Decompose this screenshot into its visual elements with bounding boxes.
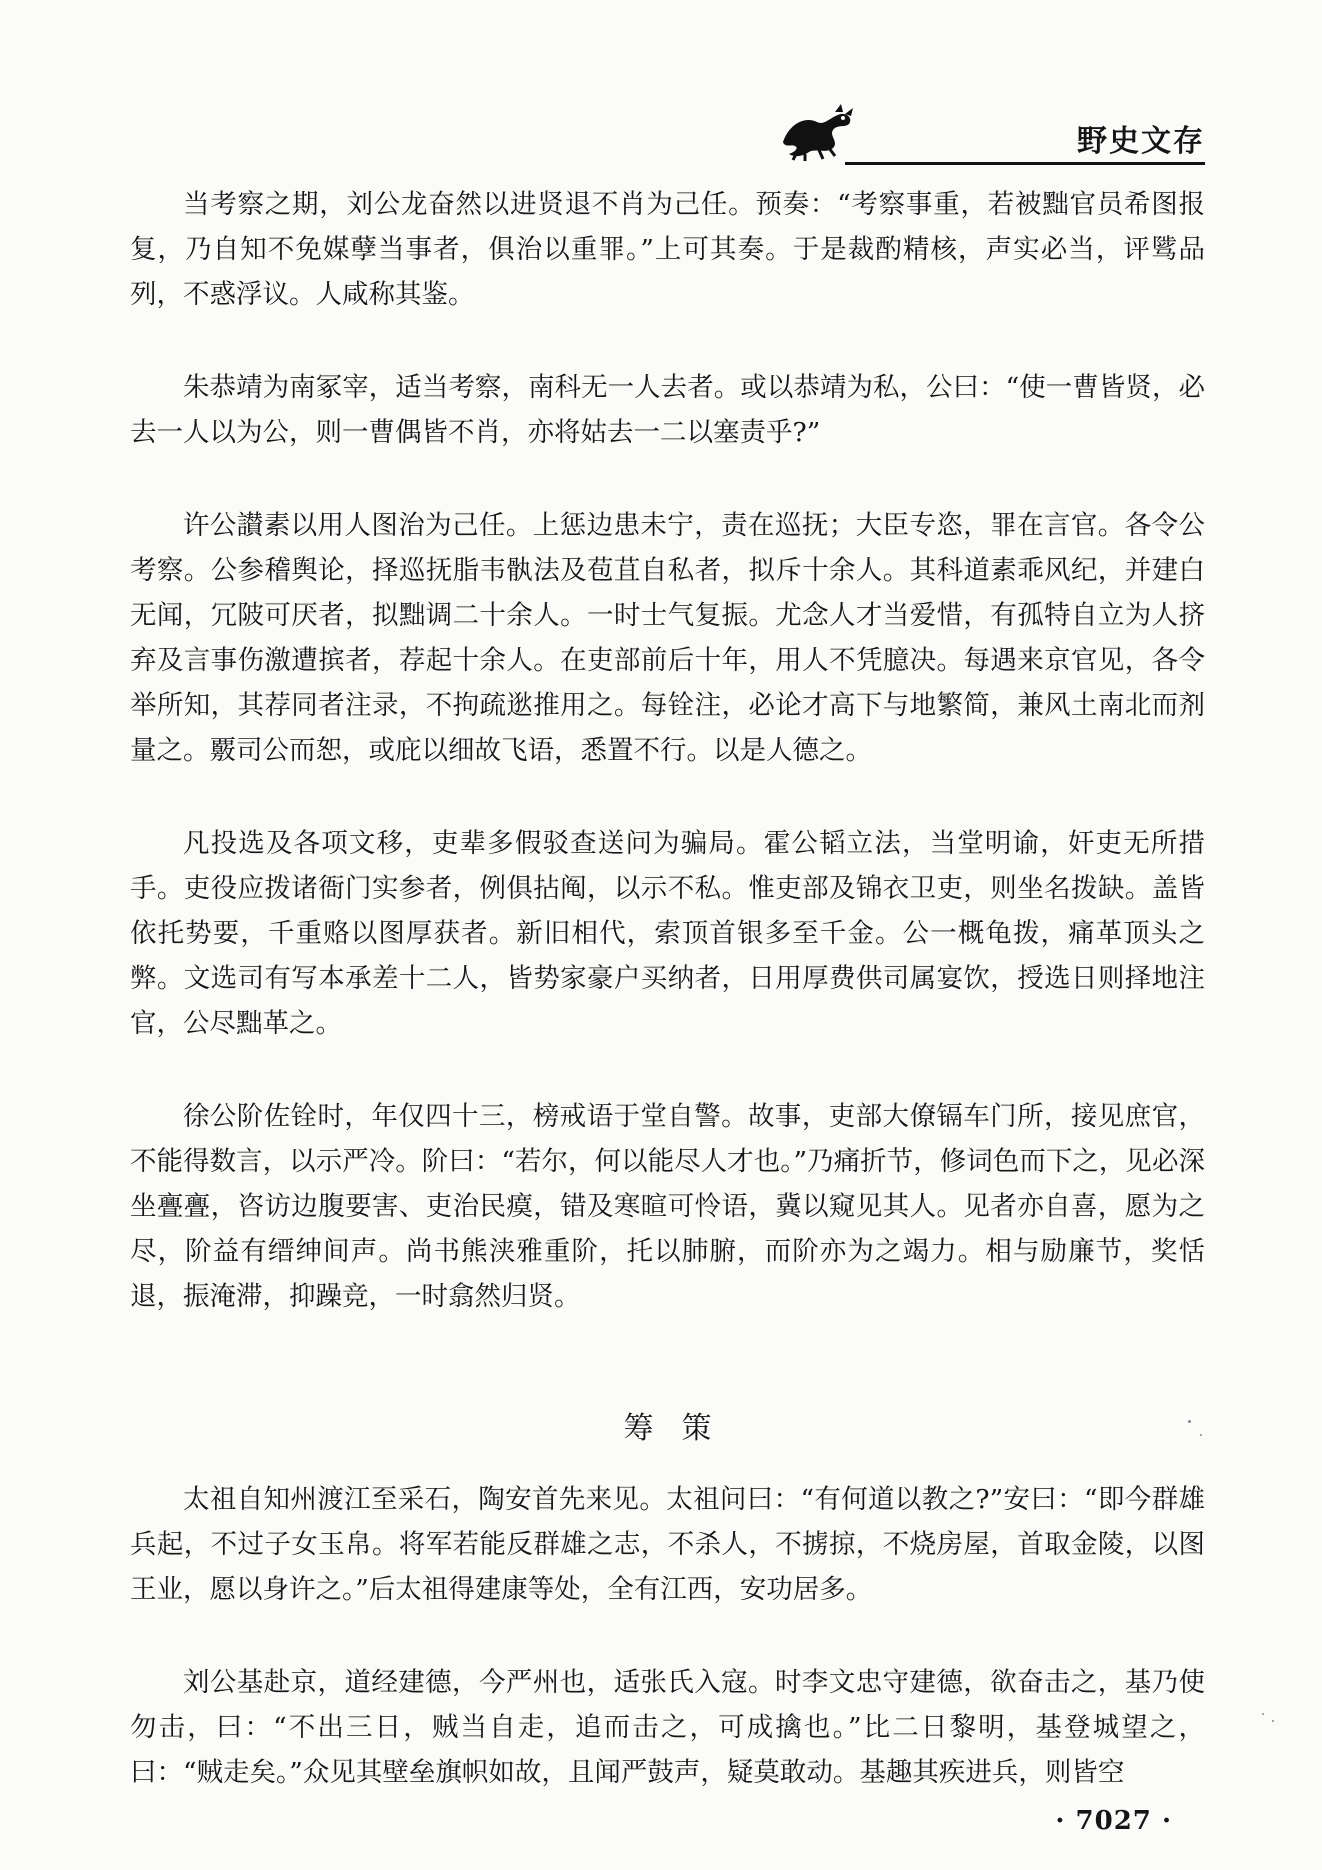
scan-speck: [1272, 1720, 1274, 1722]
scan-speck: [1188, 1420, 1191, 1423]
paragraph: 凡投选及各项文移，吏辈多假驳查送问为骗局。霍公韬立法，当堂明谕，奸吏无所措手。吏役应拨诸衙门实参者，例俱拈阄，以示不私。惟吏部及锦衣卫吏，则坐名拨缺。盖皆依托势要，千重赂以图厚获者。新旧相代，索顶首银多至千金。公一概龟拨，痛革顶头之弊。文选司有写本承差十二人，皆势家豪户买纳者，日用厚费供司属宴饮，授选日则择地注官，公尽黜革之。: [130, 828, 1205, 1039]
header-rule: [845, 162, 1205, 165]
scan-speck: [1262, 1713, 1264, 1715]
paragraph: 徐公阶佐铨时，年仅四十三，榜戒语于堂自警。故事，吏部大僚镉车门所，接见庶官，不能得数言，以示严冷。阶曰：“若尔，何以能尽人才也。”乃痛折节，修词色而下之，见必深坐亹亹，咨访边腹要害、吏治民瘼，错及寒暄可怜语，冀以窥见其人。见者亦自喜，愿为之尽，阶益有缙绅间声。尚书熊浃雅重阶，托以肺腑，而阶亦为之竭力。相与励廉节，奖恬退，振淹滞，抑躁竞，一时翕然归贤。: [130, 1101, 1205, 1312]
dragon-emblem-icon: [775, 102, 859, 162]
paragraph: 当考察之期，刘公龙奋然以进贤退不肖为己任。预奏：“考察事重，若被黜官员希图报复，乃自知不免媒孽当事者，俱治以重罪。”上可其奏。于是裁酌精核，声实必当，评骘品列，不惑浮议。人咸称其鉴。: [130, 189, 1205, 310]
section-title: 筹策: [623, 1411, 740, 1446]
running-header: [775, 96, 1205, 166]
paragraph: 刘公基赴京，道经建德，今严州也，适张氏入寇。时李文忠守建德，欲奋击之，基乃使勿击，曰：“不出三日，贼当自走，追而击之，可成擒也。”比二日黎明，基登城望之，曰：“贼走矣。”众见其壁垒旗帜如故，且闻严鼓声，疑莫敢动。基趣其疾进兵，则皆空: [130, 1667, 1205, 1788]
paragraph: 太祖自知州渡江至采石，陶安首先来见。太祖问曰：“有何道以教之?”安曰：“即今群雄兵起，不过子女玉帛。将军若能反群雄之志，不杀人，不掳掠，不烧房屋，首取金陵，以图王业，愿以身许之。”后太祖得建康等处，全有江西，安功居多。: [130, 1484, 1205, 1605]
paragraph: 朱恭靖为南冢宰，适当考察，南科无一人去者。或以恭靖为私，公曰：“使一曹皆贤，必去一人以为公，则一曹偶皆不肖，亦将姑去一二以塞责乎?”: [130, 372, 1205, 448]
page-number: · 7027 ·: [1055, 1806, 1172, 1836]
scan-speck: [1200, 1434, 1202, 1436]
paragraph: 许公讃素以用人图治为己任。上惩边患未宁，责在巡抚；大臣专恣，罪在言官。各令公考察。公参稽舆论，择巡抚脂韦骫法及苞苴自私者，拟斥十余人。其科道素乖风纪，并建白无闻，冗陂可厌者，拟黜调二十余人。一时士气复振。尤念人才当爱惜，有孤特自立为人挤弃及言事伤激遭摈者，荐起十余人。在吏部前后十年，用人不凭臆决。每遇来京官见，各令举所知，其荐同者注录，不拘疏逖推用之。每铨注，必论才高下与地繁简，兼风土南北而剂量之。覈司公而恕，或庇以细故飞语，悉置不行。以是人德之。: [130, 510, 1205, 766]
series-title: 野史文存: [1077, 124, 1205, 159]
page-body: [130, 182, 1205, 1843]
